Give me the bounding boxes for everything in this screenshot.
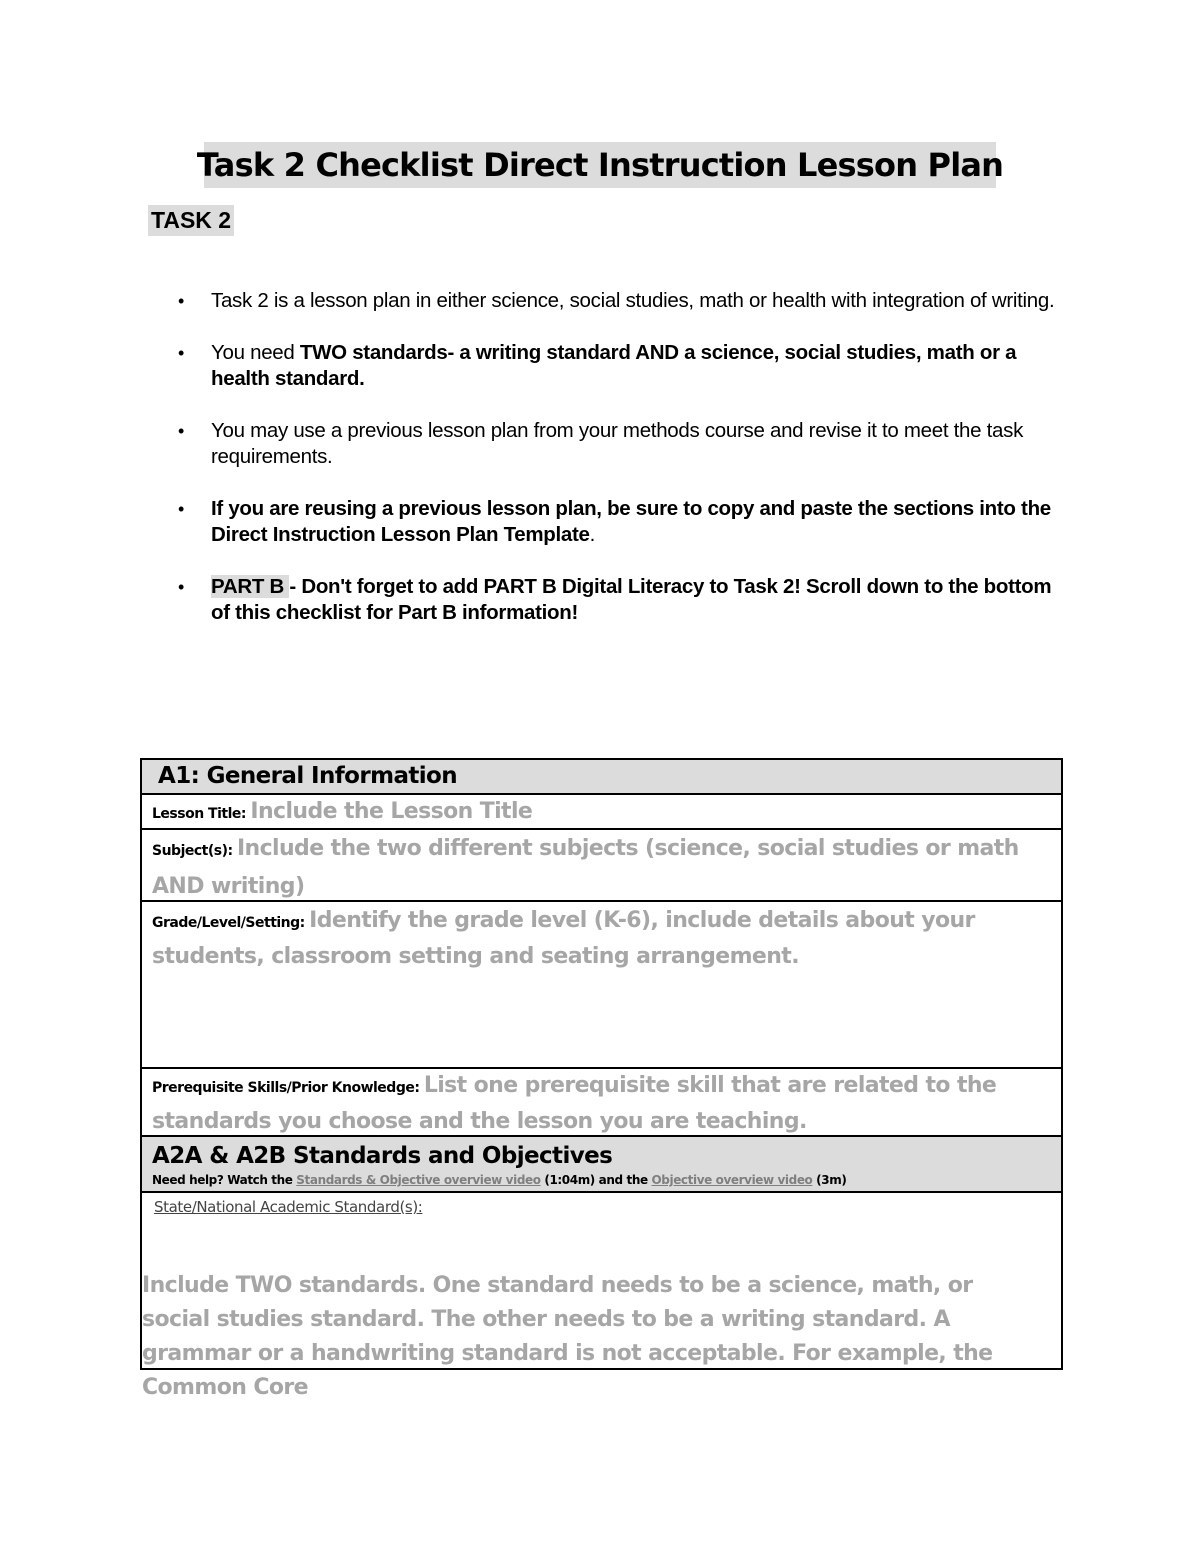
list-item — [178, 574, 1068, 626]
standards-placeholder: Include TWO standards. One standard needs to be a science, math, or social studies standard. The other needs to be a writing standard. A grammar or a handwriting standard is not acceptable. For example, the Common Core — [142, 1273, 993, 1400]
subjects-label: Subject(s): — [152, 843, 237, 859]
a1-header: A1: General Information — [158, 763, 458, 789]
bullet-text-4a: If you are reusing a previous lesson plan, be sure to copy and paste the sections into the Direct Instruction Lesson Plan Template — [211, 497, 1051, 546]
grade-placeholder: Identify the grade level (K-6), include details about your students, classroom setting and seating arrangement. — [152, 908, 975, 969]
a2-header: A2A & A2B Standards and Objectives — [152, 1143, 613, 1169]
lesson-title-row[interactable] — [142, 795, 1061, 830]
bullet-text-2a: You need — [211, 341, 300, 364]
grade-label: Grade/Level/Setting: — [152, 915, 310, 931]
list-item — [178, 496, 1068, 548]
help-prefix: Need help? Watch the — [152, 1173, 297, 1187]
part-b-highlight: PART B — [211, 575, 290, 598]
lesson-title-label: Lesson Title: — [152, 806, 251, 822]
bullet-text-5: - Don't forget to add PART B Digital Literacy to Task 2! Scroll down to the bottom of this checklist for Part B information! — [211, 575, 1052, 624]
prerequisite-row[interactable] — [142, 1069, 1061, 1137]
standards-video-link[interactable]: Standards & Objective overview video — [296, 1173, 541, 1187]
lesson-plan-table — [140, 758, 1063, 1400]
list-item — [178, 288, 1068, 314]
document-title: Task 2 Checklist Direct Instruction Lesson Plan — [196, 146, 1004, 184]
lesson-title-placeholder: Include the Lesson Title — [250, 799, 533, 824]
help-suffix: (3m) — [812, 1173, 847, 1187]
bullet-text-4b: . — [589, 523, 596, 546]
list-item — [178, 340, 1068, 392]
bullet-text-3: You may use a previous lesson plan from your methods course and revise it to meet the task requirements. — [211, 419, 1024, 468]
grade-row[interactable] — [142, 902, 1061, 1069]
bullet-text-2b: TWO standards- a writing standard AND a science, social studies, math or a health standard. — [211, 341, 1017, 390]
task-label: TASK 2 — [148, 205, 234, 236]
objective-video-link[interactable]: Objective overview video — [651, 1173, 813, 1187]
document-title-box — [196, 142, 1004, 188]
help-mid: (1:04m) and the — [540, 1173, 652, 1187]
help-line — [152, 1171, 1051, 1189]
list-item — [178, 418, 1068, 470]
prerequisite-label: Prerequisite Skills/Prior Knowledge: — [152, 1080, 424, 1096]
standards-row[interactable] — [142, 1193, 1061, 1400]
bullet-text-1: Task 2 is a lesson plan in either science, social studies, math or health with integration of writing. — [211, 289, 1055, 312]
prerequisite-placeholder: List one prerequisite skill that are related to the standards you choose and the lesson you are teaching. — [152, 1073, 997, 1134]
a2-header-row — [142, 1137, 1061, 1193]
subjects-placeholder: Include the two different subjects (science, social studies or math AND writing) — [152, 836, 1019, 899]
subjects-row[interactable] — [142, 830, 1061, 902]
standards-label: State/National Academic Standard(s): — [154, 1198, 423, 1216]
requirements-list — [178, 288, 1068, 652]
a1-header-row — [142, 760, 1061, 795]
